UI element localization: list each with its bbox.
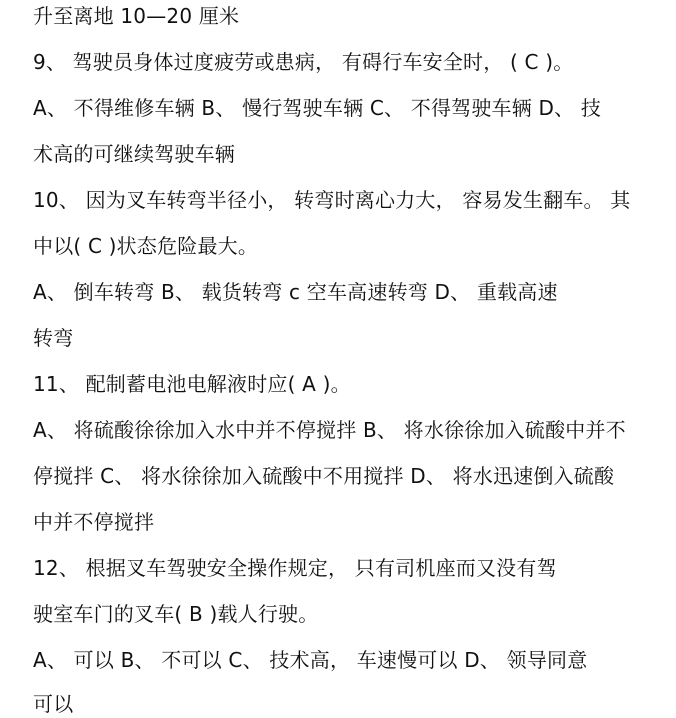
text-line-1: 升至离地 10—20 厘米 [33,4,240,28]
options-9-part-1: A、 不得维修车辆 B、 慢行驾驶车辆 C、 不得驾驶车辆 D、 技 [33,96,602,120]
options-11-part-2: 停搅拌 C、 将水徐徐加入硫酸中不用搅拌 D、 将水迅速倒入硫酸 [33,464,615,488]
question-10-part-2: 中以( C )状态危险最大。 [33,234,259,258]
question-11: 11、 配制蓄电池电解液时应( A )。 [33,372,351,396]
options-12-part-1: A、 可以 B、 不可以 C、 技术高， 车速慢可以 D、 领导同意 [33,648,588,672]
question-9: 9、 驾驶员身体过度疲劳或患病， 有碍行车安全时， ( C )。 [33,50,574,74]
options-12-part-2: 可以 [33,692,74,716]
question-10-part-1: 10、 因为叉车转弯半径小， 转弯时离心力大， 容易发生翻车。 其 [33,188,631,212]
options-9-part-2: 术高的可继续驾驶车辆 [33,142,235,166]
options-11-part-1: A、 将硫酸徐徐加入水中并不停搅拌 B、 将水徐徐加入硫酸中并不 [33,418,626,442]
options-10-part-2: 转弯 [33,326,74,350]
options-11-part-3: 中并不停搅拌 [33,510,155,534]
options-10-part-1: A、 倒车转弯 B、 载货转弯 c 空车高速转弯 D、 重载高速 [33,280,558,304]
question-12-part-1: 12、 根据叉车驾驶安全操作规定， 只有司机座而又没有驾 [33,556,557,580]
question-12-part-2: 驶室车门的叉车( B )载人行驶。 [33,602,319,626]
